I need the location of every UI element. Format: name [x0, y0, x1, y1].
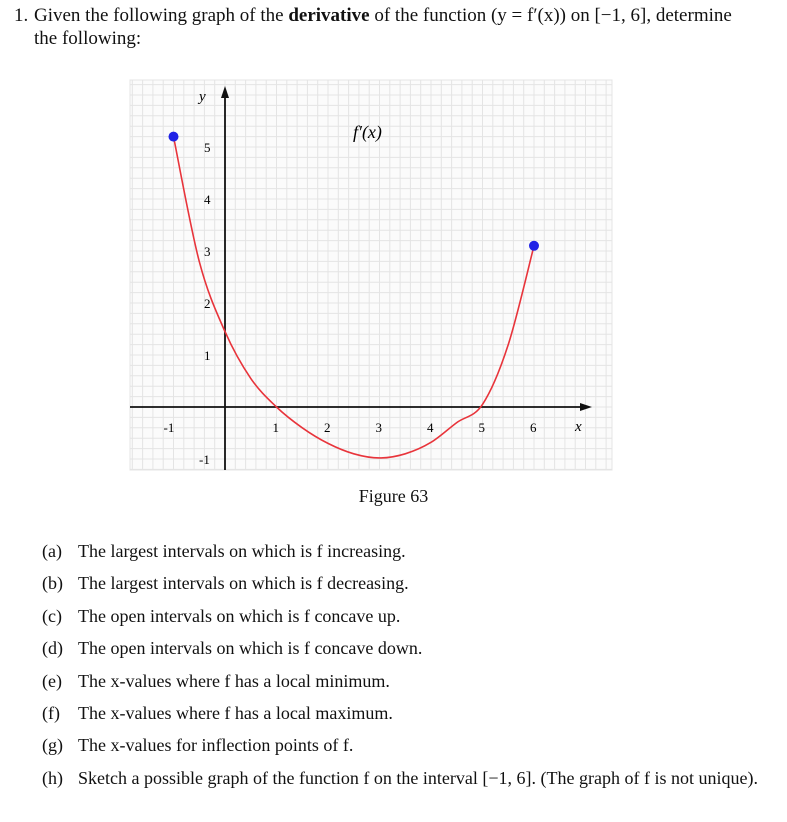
x-tick-label: -1 [163, 420, 175, 435]
problem-text-pre: Given the following graph of the [34, 5, 289, 26]
y-axis-label: y [199, 89, 206, 105]
question-parts [42, 540, 782, 789]
problem-text-bold: derivative [288, 5, 370, 26]
x-tick-label: 6 [530, 420, 537, 435]
question-part [42, 637, 782, 669]
question-part [42, 572, 782, 604]
y-tick-label: 5 [204, 140, 211, 155]
part-text: The x-values where f has a local minimum. [78, 670, 390, 691]
y-tick-label: -1 [199, 452, 210, 467]
part-label: (c) [42, 605, 62, 626]
part-text: The x-values where f has a local maximum. [78, 702, 393, 723]
part-label: (h) [42, 767, 63, 788]
part-label: (a) [42, 541, 62, 561]
part-label: (f) [42, 702, 60, 723]
x-tick-label: 1 [272, 420, 279, 435]
part-text: The largest intervals on which is f increasing. [78, 541, 406, 561]
y-tick-label: 4 [204, 192, 211, 207]
y-tick-label: 3 [204, 244, 211, 259]
endpoint-right [529, 241, 539, 251]
question-part [42, 702, 782, 734]
part-text: The open intervals on which is f concave up. [78, 605, 401, 626]
y-tick-label: 1 [204, 348, 211, 363]
question-part [42, 734, 782, 766]
x-tick-label: 3 [375, 420, 382, 435]
part-text: The x-values for inflection points of f. [78, 735, 354, 756]
question-part [42, 670, 782, 702]
part-text: The largest intervals on which is f decreasing. [78, 573, 409, 594]
part-text: The open intervals on which is f concave down. [78, 638, 423, 659]
question-part [42, 605, 782, 637]
part-label: (e) [42, 670, 62, 691]
x-tick-label: 4 [427, 420, 434, 435]
problem-line-2: the following: [34, 28, 142, 49]
y-tick-label: 2 [204, 296, 211, 311]
endpoint-left [169, 132, 179, 142]
figure-caption: Figure 63 [358, 486, 429, 506]
part-label: (d) [42, 638, 63, 659]
problem-text-post: of the function (y = f′(x)) on [−1, 6], determine [369, 5, 732, 26]
part-label: (b) [42, 573, 63, 594]
question-part [42, 767, 782, 789]
part-label: (g) [42, 735, 63, 756]
x-tick-label: 5 [478, 420, 485, 435]
x-axis-label: x [575, 419, 582, 435]
problem-number: 1. [14, 5, 29, 26]
curve-label: f′(x) [353, 122, 382, 142]
x-tick-label: 2 [324, 420, 331, 435]
question-part [42, 540, 782, 572]
part-text: Sketch a possible graph of the function f on the interval [−1, 6]. (The graph of f is not unique). [78, 767, 758, 788]
